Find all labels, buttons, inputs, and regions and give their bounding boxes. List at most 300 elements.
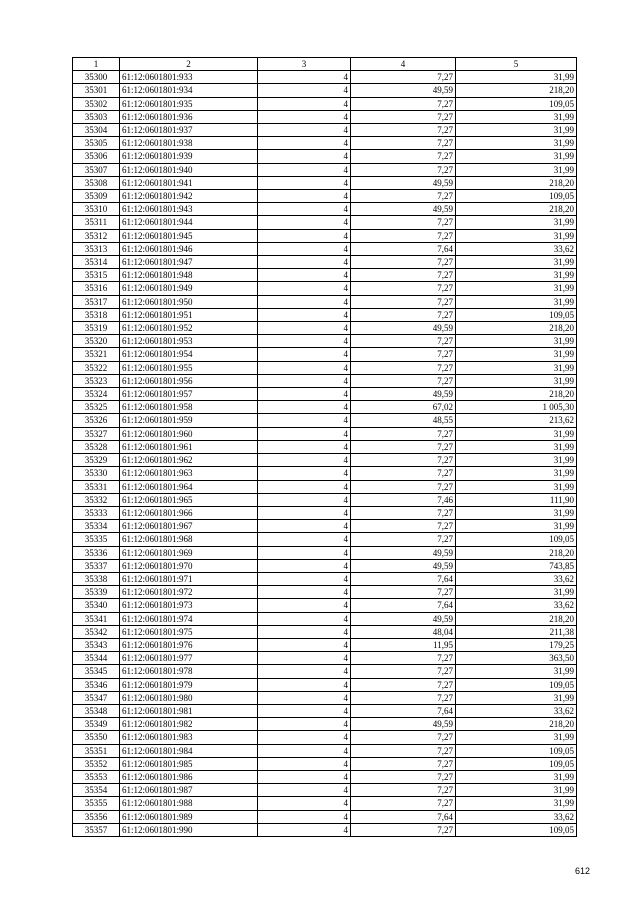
table-row bbox=[73, 454, 577, 467]
table-row bbox=[73, 216, 577, 229]
table-cell-col-2: 61:12:0601801:978 bbox=[120, 665, 258, 678]
table-cell-col-2: 61:12:0601801:933 bbox=[120, 71, 258, 84]
table-cell-col-5: 31,99 bbox=[456, 770, 577, 783]
table-cell-col-1: 35355 bbox=[73, 797, 120, 810]
table-cell-col-3: 4 bbox=[258, 163, 351, 176]
table-cell-col-4: 49,59 bbox=[351, 322, 456, 335]
table-cell-col-2: 61:12:0601801:958 bbox=[120, 401, 258, 414]
table-cell-col-4: 7,64 bbox=[351, 704, 456, 717]
table-cell-col-1: 35336 bbox=[73, 546, 120, 559]
table-cell-col-2: 61:12:0601801:936 bbox=[120, 110, 258, 123]
table-cell-col-1: 35303 bbox=[73, 110, 120, 123]
table-cell-col-3: 4 bbox=[258, 638, 351, 651]
table-cell-col-2: 61:12:0601801:947 bbox=[120, 256, 258, 269]
table-cell-col-4: 7,27 bbox=[351, 71, 456, 84]
table-row bbox=[73, 559, 577, 572]
table-row bbox=[73, 823, 577, 836]
table-cell-col-2: 61:12:0601801:970 bbox=[120, 559, 258, 572]
table-cell-col-1: 35345 bbox=[73, 665, 120, 678]
table-row bbox=[73, 586, 577, 599]
table-cell-col-3: 4 bbox=[258, 506, 351, 519]
table-cell-col-5: 33,62 bbox=[456, 599, 577, 612]
table-cell-col-3: 4 bbox=[258, 427, 351, 440]
table-cell-col-5: 33,62 bbox=[456, 810, 577, 823]
table-cell-col-3: 4 bbox=[258, 784, 351, 797]
table-cell-col-4: 67,02 bbox=[351, 401, 456, 414]
table-row bbox=[73, 691, 577, 704]
table-cell-col-4: 7,27 bbox=[351, 282, 456, 295]
table-cell-col-5: 31,99 bbox=[456, 137, 577, 150]
table-cell-col-5: 109,05 bbox=[456, 533, 577, 546]
table-cell-col-2: 61:12:0601801:990 bbox=[120, 823, 258, 836]
table-cell-col-5: 218,20 bbox=[456, 322, 577, 335]
table-cell-col-5: 31,99 bbox=[456, 520, 577, 533]
table-cell-col-5: 31,99 bbox=[456, 691, 577, 704]
column-header-2: 2 bbox=[120, 58, 258, 71]
table-row bbox=[73, 731, 577, 744]
table-row bbox=[73, 810, 577, 823]
table-cell-col-5: 33,62 bbox=[456, 242, 577, 255]
table-cell-col-5: 179,25 bbox=[456, 638, 577, 651]
table-row bbox=[73, 533, 577, 546]
table-cell-col-4: 49,59 bbox=[351, 612, 456, 625]
table-cell-col-4: 7,27 bbox=[351, 190, 456, 203]
table-cell-col-2: 61:12:0601801:973 bbox=[120, 599, 258, 612]
table-cell-col-1: 35344 bbox=[73, 652, 120, 665]
table-cell-col-1: 35343 bbox=[73, 638, 120, 651]
table-cell-col-2: 61:12:0601801:962 bbox=[120, 454, 258, 467]
table-cell-col-5: 31,99 bbox=[456, 229, 577, 242]
table-cell-col-1: 35307 bbox=[73, 163, 120, 176]
table-cell-col-5: 31,99 bbox=[456, 454, 577, 467]
table-cell-col-2: 61:12:0601801:986 bbox=[120, 770, 258, 783]
table-cell-col-1: 35339 bbox=[73, 586, 120, 599]
table-cell-col-3: 4 bbox=[258, 176, 351, 189]
table-cell-col-2: 61:12:0601801:957 bbox=[120, 388, 258, 401]
table-cell-col-5: 1 005,30 bbox=[456, 401, 577, 414]
table-cell-col-1: 35346 bbox=[73, 678, 120, 691]
table-cell-col-2: 61:12:0601801:940 bbox=[120, 163, 258, 176]
table-cell-col-4: 7,27 bbox=[351, 348, 456, 361]
table-cell-col-2: 61:12:0601801:960 bbox=[120, 427, 258, 440]
table-cell-col-5: 743,85 bbox=[456, 559, 577, 572]
table-row bbox=[73, 295, 577, 308]
table-cell-col-1: 35348 bbox=[73, 704, 120, 717]
table-cell-col-1: 35347 bbox=[73, 691, 120, 704]
table-cell-col-5: 218,20 bbox=[456, 203, 577, 216]
table-header-row bbox=[73, 58, 577, 71]
table-row bbox=[73, 612, 577, 625]
table-row bbox=[73, 348, 577, 361]
column-header-4: 4 bbox=[351, 58, 456, 71]
table-cell-col-5: 31,99 bbox=[456, 269, 577, 282]
table-cell-col-4: 7,27 bbox=[351, 295, 456, 308]
table-cell-col-4: 7,27 bbox=[351, 744, 456, 757]
table-row bbox=[73, 638, 577, 651]
table-cell-col-2: 61:12:0601801:985 bbox=[120, 757, 258, 770]
table-cell-col-5: 31,99 bbox=[456, 665, 577, 678]
table-cell-col-3: 4 bbox=[258, 546, 351, 559]
table-row bbox=[73, 269, 577, 282]
table-row bbox=[73, 361, 577, 374]
table-cell-col-2: 61:12:0601801:972 bbox=[120, 586, 258, 599]
table-cell-col-5: 363,50 bbox=[456, 652, 577, 665]
table-cell-col-4: 49,59 bbox=[351, 176, 456, 189]
table-cell-col-5: 31,99 bbox=[456, 506, 577, 519]
table-cell-col-3: 4 bbox=[258, 282, 351, 295]
table-cell-col-4: 49,59 bbox=[351, 388, 456, 401]
table-cell-col-4: 7,64 bbox=[351, 810, 456, 823]
table-cell-col-1: 35342 bbox=[73, 625, 120, 638]
table-cell-col-5: 31,99 bbox=[456, 335, 577, 348]
table-row bbox=[73, 467, 577, 480]
table-row bbox=[73, 308, 577, 321]
table-row bbox=[73, 665, 577, 678]
table-cell-col-1: 35324 bbox=[73, 388, 120, 401]
table-row bbox=[73, 440, 577, 453]
table-cell-col-4: 7,27 bbox=[351, 652, 456, 665]
table-cell-col-5: 31,99 bbox=[456, 163, 577, 176]
table-cell-col-2: 61:12:0601801:974 bbox=[120, 612, 258, 625]
table-cell-col-2: 61:12:0601801:941 bbox=[120, 176, 258, 189]
table-cell-col-2: 61:12:0601801:959 bbox=[120, 414, 258, 427]
table-cell-col-1: 35333 bbox=[73, 506, 120, 519]
table-cell-col-3: 4 bbox=[258, 454, 351, 467]
table-cell-col-2: 61:12:0601801:950 bbox=[120, 295, 258, 308]
table-cell-col-3: 4 bbox=[258, 612, 351, 625]
table-cell-col-3: 4 bbox=[258, 493, 351, 506]
table-cell-col-3: 4 bbox=[258, 810, 351, 823]
table-row bbox=[73, 124, 577, 137]
table-cell-col-3: 4 bbox=[258, 757, 351, 770]
table-cell-col-4: 7,27 bbox=[351, 665, 456, 678]
table-cell-col-5: 109,05 bbox=[456, 757, 577, 770]
table-cell-col-3: 4 bbox=[258, 374, 351, 387]
table-cell-col-4: 49,59 bbox=[351, 559, 456, 572]
table-row bbox=[73, 480, 577, 493]
table-cell-col-4: 7,27 bbox=[351, 467, 456, 480]
table-cell-col-5: 31,99 bbox=[456, 295, 577, 308]
table-cell-col-5: 109,05 bbox=[456, 97, 577, 110]
table-cell-col-3: 4 bbox=[258, 84, 351, 97]
table-cell-col-5: 109,05 bbox=[456, 190, 577, 203]
table-cell-col-4: 7,27 bbox=[351, 506, 456, 519]
column-header-5: 5 bbox=[456, 58, 577, 71]
table-cell-col-3: 4 bbox=[258, 744, 351, 757]
table-row bbox=[73, 678, 577, 691]
table-row bbox=[73, 414, 577, 427]
table-cell-col-2: 61:12:0601801:942 bbox=[120, 190, 258, 203]
table-cell-col-5: 31,99 bbox=[456, 374, 577, 387]
table-cell-col-1: 35351 bbox=[73, 744, 120, 757]
table-cell-col-2: 61:12:0601801:969 bbox=[120, 546, 258, 559]
table-cell-col-2: 61:12:0601801:934 bbox=[120, 84, 258, 97]
table-cell-col-2: 61:12:0601801:982 bbox=[120, 718, 258, 731]
table-cell-col-1: 35349 bbox=[73, 718, 120, 731]
table-cell-col-5: 218,20 bbox=[456, 612, 577, 625]
table-cell-col-2: 61:12:0601801:937 bbox=[120, 124, 258, 137]
table-cell-col-3: 4 bbox=[258, 414, 351, 427]
table-row bbox=[73, 493, 577, 506]
table-cell-col-4: 7,27 bbox=[351, 678, 456, 691]
table-cell-col-1: 35338 bbox=[73, 572, 120, 585]
table-cell-col-4: 7,27 bbox=[351, 216, 456, 229]
page-number: 612 bbox=[574, 866, 590, 876]
table-row bbox=[73, 110, 577, 123]
table-cell-col-3: 4 bbox=[258, 388, 351, 401]
table-cell-col-1: 35325 bbox=[73, 401, 120, 414]
table-cell-col-4: 7,27 bbox=[351, 137, 456, 150]
table-row bbox=[73, 322, 577, 335]
table-row bbox=[73, 84, 577, 97]
table-cell-col-4: 7,27 bbox=[351, 520, 456, 533]
table-cell-col-4: 7,27 bbox=[351, 533, 456, 546]
table-cell-col-1: 35313 bbox=[73, 242, 120, 255]
table-cell-col-3: 4 bbox=[258, 678, 351, 691]
table-cell-col-2: 61:12:0601801:948 bbox=[120, 269, 258, 282]
table-cell-col-2: 61:12:0601801:981 bbox=[120, 704, 258, 717]
table-row bbox=[73, 652, 577, 665]
table-cell-col-1: 35308 bbox=[73, 176, 120, 189]
table-cell-col-5: 218,20 bbox=[456, 176, 577, 189]
table-cell-col-3: 4 bbox=[258, 361, 351, 374]
table-cell-col-1: 35332 bbox=[73, 493, 120, 506]
table-cell-col-2: 61:12:0601801:987 bbox=[120, 784, 258, 797]
table-cell-col-4: 7,27 bbox=[351, 124, 456, 137]
table-body bbox=[73, 71, 577, 837]
table-cell-col-1: 35341 bbox=[73, 612, 120, 625]
table-row bbox=[73, 229, 577, 242]
table-cell-col-1: 35317 bbox=[73, 295, 120, 308]
table-cell-col-2: 61:12:0601801:955 bbox=[120, 361, 258, 374]
table-row bbox=[73, 704, 577, 717]
table-cell-col-5: 218,20 bbox=[456, 84, 577, 97]
table-cell-col-1: 35301 bbox=[73, 84, 120, 97]
table-row bbox=[73, 137, 577, 150]
table-cell-col-1: 35312 bbox=[73, 229, 120, 242]
table-cell-col-2: 61:12:0601801:938 bbox=[120, 137, 258, 150]
table-cell-col-5: 31,99 bbox=[456, 216, 577, 229]
table-row bbox=[73, 190, 577, 203]
table-cell-col-2: 61:12:0601801:980 bbox=[120, 691, 258, 704]
table-cell-col-4: 7,27 bbox=[351, 797, 456, 810]
table-cell-col-1: 35340 bbox=[73, 599, 120, 612]
table-cell-col-1: 35320 bbox=[73, 335, 120, 348]
table-cell-col-4: 7,27 bbox=[351, 691, 456, 704]
table-cell-col-5: 31,99 bbox=[456, 731, 577, 744]
table-cell-col-4: 7,64 bbox=[351, 599, 456, 612]
table-cell-col-4: 7,27 bbox=[351, 480, 456, 493]
table-cell-col-2: 61:12:0601801:963 bbox=[120, 467, 258, 480]
table-row bbox=[73, 71, 577, 84]
document-page bbox=[72, 57, 576, 837]
table-cell-col-1: 35353 bbox=[73, 770, 120, 783]
table-cell-col-5: 213,62 bbox=[456, 414, 577, 427]
table-cell-col-5: 31,99 bbox=[456, 797, 577, 810]
table-cell-col-4: 7,27 bbox=[351, 229, 456, 242]
table-cell-col-2: 61:12:0601801:935 bbox=[120, 97, 258, 110]
table-cell-col-2: 61:12:0601801:966 bbox=[120, 506, 258, 519]
table-cell-col-1: 35302 bbox=[73, 97, 120, 110]
table-cell-col-2: 61:12:0601801:943 bbox=[120, 203, 258, 216]
table-cell-col-3: 4 bbox=[258, 295, 351, 308]
table-cell-col-1: 35329 bbox=[73, 454, 120, 467]
table-row bbox=[73, 335, 577, 348]
table-cell-col-1: 35326 bbox=[73, 414, 120, 427]
table-cell-col-1: 35318 bbox=[73, 308, 120, 321]
table-cell-col-1: 35315 bbox=[73, 269, 120, 282]
table-cell-col-2: 61:12:0601801:984 bbox=[120, 744, 258, 757]
table-cell-col-1: 35300 bbox=[73, 71, 120, 84]
table-cell-col-5: 109,05 bbox=[456, 823, 577, 836]
table-cell-col-5: 31,99 bbox=[456, 480, 577, 493]
table-cell-col-5: 218,20 bbox=[456, 546, 577, 559]
table-cell-col-3: 4 bbox=[258, 718, 351, 731]
table-cell-col-1: 35331 bbox=[73, 480, 120, 493]
table-cell-col-4: 7,64 bbox=[351, 572, 456, 585]
table-cell-col-3: 4 bbox=[258, 348, 351, 361]
table-cell-col-3: 4 bbox=[258, 322, 351, 335]
table-cell-col-3: 4 bbox=[258, 691, 351, 704]
table-cell-col-2: 61:12:0601801:977 bbox=[120, 652, 258, 665]
table-cell-col-3: 4 bbox=[258, 625, 351, 638]
table-cell-col-1: 35328 bbox=[73, 440, 120, 453]
table-cell-col-3: 4 bbox=[258, 797, 351, 810]
table-cell-col-1: 35319 bbox=[73, 322, 120, 335]
table-cell-col-1: 35335 bbox=[73, 533, 120, 546]
table-cell-col-5: 31,99 bbox=[456, 256, 577, 269]
table-cell-col-3: 4 bbox=[258, 110, 351, 123]
table-cell-col-2: 61:12:0601801:949 bbox=[120, 282, 258, 295]
table-cell-col-4: 7,27 bbox=[351, 770, 456, 783]
table-cell-col-5: 31,99 bbox=[456, 150, 577, 163]
table-cell-col-5: 31,99 bbox=[456, 282, 577, 295]
table-cell-col-5: 109,05 bbox=[456, 308, 577, 321]
table-row bbox=[73, 150, 577, 163]
table-row bbox=[73, 599, 577, 612]
table-row bbox=[73, 242, 577, 255]
table-cell-col-4: 48,55 bbox=[351, 414, 456, 427]
table-cell-col-2: 61:12:0601801:968 bbox=[120, 533, 258, 546]
table-cell-col-2: 61:12:0601801:951 bbox=[120, 308, 258, 321]
table-cell-col-5: 31,99 bbox=[456, 361, 577, 374]
table-row bbox=[73, 374, 577, 387]
table-cell-col-4: 7,27 bbox=[351, 150, 456, 163]
table-cell-col-3: 4 bbox=[258, 823, 351, 836]
table-cell-col-2: 61:12:0601801:939 bbox=[120, 150, 258, 163]
table-cell-col-4: 11,95 bbox=[351, 638, 456, 651]
table-cell-col-3: 4 bbox=[258, 704, 351, 717]
table-cell-col-4: 7,27 bbox=[351, 586, 456, 599]
table-cell-col-3: 4 bbox=[258, 770, 351, 783]
table-cell-col-3: 4 bbox=[258, 124, 351, 137]
table-cell-col-1: 35306 bbox=[73, 150, 120, 163]
table-cell-col-2: 61:12:0601801:946 bbox=[120, 242, 258, 255]
table-cell-col-2: 61:12:0601801:961 bbox=[120, 440, 258, 453]
table-cell-col-4: 7,27 bbox=[351, 440, 456, 453]
table-cell-col-4: 7,27 bbox=[351, 823, 456, 836]
table-cell-col-3: 4 bbox=[258, 665, 351, 678]
table-row bbox=[73, 744, 577, 757]
table-cell-col-4: 7,27 bbox=[351, 374, 456, 387]
table-cell-col-1: 35305 bbox=[73, 137, 120, 150]
table-cell-col-2: 61:12:0601801:944 bbox=[120, 216, 258, 229]
table-cell-col-4: 7,27 bbox=[351, 163, 456, 176]
table-cell-col-3: 4 bbox=[258, 520, 351, 533]
table-cell-col-3: 4 bbox=[258, 71, 351, 84]
table-cell-col-4: 7,27 bbox=[351, 784, 456, 797]
table-row bbox=[73, 97, 577, 110]
table-row bbox=[73, 256, 577, 269]
table-cell-col-3: 4 bbox=[258, 533, 351, 546]
table-cell-col-1: 35327 bbox=[73, 427, 120, 440]
table-cell-col-3: 4 bbox=[258, 599, 351, 612]
table-cell-col-3: 4 bbox=[258, 335, 351, 348]
table-cell-col-2: 61:12:0601801:956 bbox=[120, 374, 258, 387]
table-row bbox=[73, 506, 577, 519]
table-cell-col-4: 7,64 bbox=[351, 242, 456, 255]
table-cell-col-5: 31,99 bbox=[456, 427, 577, 440]
table-cell-col-4: 7,27 bbox=[351, 308, 456, 321]
table-cell-col-5: 31,99 bbox=[456, 348, 577, 361]
table-cell-col-4: 7,27 bbox=[351, 454, 456, 467]
table-cell-col-2: 61:12:0601801:967 bbox=[120, 520, 258, 533]
table-cell-col-5: 111,90 bbox=[456, 493, 577, 506]
table-cell-col-1: 35322 bbox=[73, 361, 120, 374]
table-cell-col-3: 4 bbox=[258, 572, 351, 585]
table-cell-col-5: 31,99 bbox=[456, 586, 577, 599]
table-cell-col-4: 7,27 bbox=[351, 269, 456, 282]
table-cell-col-1: 35337 bbox=[73, 559, 120, 572]
table-cell-col-1: 35316 bbox=[73, 282, 120, 295]
table-cell-col-4: 49,59 bbox=[351, 203, 456, 216]
table-row bbox=[73, 546, 577, 559]
table-cell-col-1: 35314 bbox=[73, 256, 120, 269]
table-cell-col-2: 61:12:0601801:953 bbox=[120, 335, 258, 348]
table-cell-col-5: 211,38 bbox=[456, 625, 577, 638]
table-cell-col-1: 35304 bbox=[73, 124, 120, 137]
table-cell-col-3: 4 bbox=[258, 229, 351, 242]
table-row bbox=[73, 770, 577, 783]
table-cell-col-4: 7,27 bbox=[351, 256, 456, 269]
table-cell-col-4: 7,27 bbox=[351, 427, 456, 440]
table-cell-col-2: 61:12:0601801:954 bbox=[120, 348, 258, 361]
column-header-3: 3 bbox=[258, 58, 351, 71]
table-cell-col-2: 61:12:0601801:979 bbox=[120, 678, 258, 691]
table-row bbox=[73, 176, 577, 189]
table-row bbox=[73, 163, 577, 176]
table-cell-col-3: 4 bbox=[258, 242, 351, 255]
table-cell-col-1: 35356 bbox=[73, 810, 120, 823]
table-row bbox=[73, 572, 577, 585]
column-header-1: 1 bbox=[73, 58, 120, 71]
table-cell-col-5: 31,99 bbox=[456, 110, 577, 123]
table-cell-col-3: 4 bbox=[258, 559, 351, 572]
table-cell-col-3: 4 bbox=[258, 190, 351, 203]
table-cell-col-1: 35309 bbox=[73, 190, 120, 203]
table-cell-col-2: 61:12:0601801:976 bbox=[120, 638, 258, 651]
table-cell-col-4: 7,27 bbox=[351, 757, 456, 770]
table-cell-col-1: 35350 bbox=[73, 731, 120, 744]
table-cell-col-1: 35334 bbox=[73, 520, 120, 533]
table-cell-col-4: 7,46 bbox=[351, 493, 456, 506]
table-cell-col-1: 35354 bbox=[73, 784, 120, 797]
table-cell-col-2: 61:12:0601801:989 bbox=[120, 810, 258, 823]
table-cell-col-3: 4 bbox=[258, 137, 351, 150]
table-cell-col-5: 31,99 bbox=[456, 71, 577, 84]
table-cell-col-4: 48,04 bbox=[351, 625, 456, 638]
table-cell-col-2: 61:12:0601801:952 bbox=[120, 322, 258, 335]
